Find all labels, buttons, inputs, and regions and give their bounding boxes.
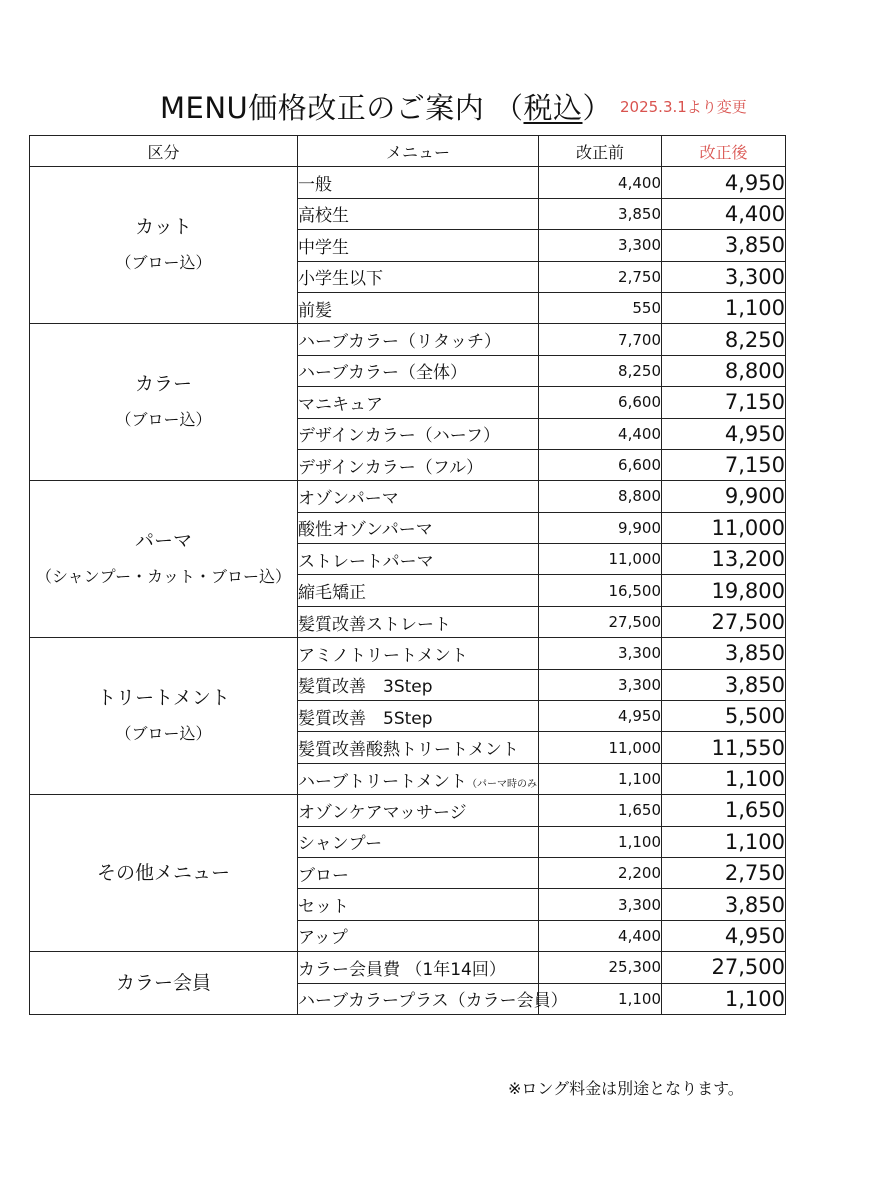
column-header-menu: メニュー: [298, 136, 539, 167]
menu-item-label: マニキュア: [298, 394, 383, 415]
price-after: 8,800: [662, 355, 786, 386]
menu-item-name: [298, 355, 539, 386]
price-before: 8,250: [539, 355, 662, 386]
category-name: パーマ: [134, 530, 192, 553]
menu-item-name: [298, 701, 539, 732]
menu-item-label: ブロー: [298, 865, 349, 886]
price-after: 2,750: [662, 857, 786, 888]
menu-item-label: デザインカラー（フル）: [298, 457, 484, 478]
menu-item-label: 縮毛矯正: [298, 583, 366, 604]
price-before: 27,500: [539, 606, 662, 637]
price-after: 27,500: [662, 606, 786, 637]
menu-item-label: ハーブトリートメント: [298, 771, 467, 792]
menu-item-name: [298, 512, 539, 543]
price-after: 19,800: [662, 575, 786, 606]
menu-item-name: [298, 261, 539, 292]
price-after: 27,500: [662, 952, 786, 983]
price-after: 7,150: [662, 387, 786, 418]
menu-item-name: [298, 418, 539, 449]
title-end: ）: [582, 91, 613, 125]
menu-item-name: [298, 544, 539, 575]
price-before: 11,000: [539, 544, 662, 575]
table-row: [30, 795, 786, 826]
price-before: 2,200: [539, 857, 662, 888]
price-before: 4,400: [539, 418, 662, 449]
price-after: 1,100: [662, 292, 786, 323]
category-name: トリートメント: [97, 687, 230, 710]
price-before: 1,650: [539, 795, 662, 826]
menu-item-label: 髪質改善 5Step: [298, 708, 433, 729]
category-cell: [30, 638, 298, 795]
category-note: （ブロー込）: [115, 410, 212, 430]
price-after: 1,100: [662, 763, 786, 794]
category-note: （シャンプー・カット・ブロー込）: [35, 567, 292, 587]
price-after: 11,550: [662, 732, 786, 763]
category-name: カラー会員: [115, 972, 211, 995]
header: [0, 80, 873, 130]
price-before: 3,300: [539, 638, 662, 669]
effective-date-note: 2025.3.1より変更: [620, 98, 747, 116]
price-after: 4,950: [662, 920, 786, 951]
menu-item-name: [298, 920, 539, 951]
menu-item-label: 中学生: [298, 237, 349, 258]
menu-item-name: [298, 167, 539, 198]
menu-item-label: 髪質改善ストレート: [298, 614, 451, 635]
menu-item-label: ハーブカラー（リタッチ）: [298, 332, 501, 353]
menu-item-label: オゾンケアマッサージ: [298, 802, 467, 823]
menu-item-label: 一般: [298, 175, 332, 196]
price-before: 4,950: [539, 701, 662, 732]
price-before: 2,750: [539, 261, 662, 292]
category-note: （ブロー込）: [115, 253, 212, 273]
price-after: 11,000: [662, 512, 786, 543]
category-name: カラー: [134, 373, 192, 396]
menu-item-label: 酸性オゾンパーマ: [298, 520, 433, 541]
table-row: [30, 324, 786, 355]
menu-item-name: [298, 606, 539, 637]
menu-item-label: 前髪: [298, 300, 332, 321]
menu-item-label: 高校生: [298, 206, 349, 227]
menu-item-condition: （パーマ時のみ: [466, 778, 537, 790]
menu-item-label: 髪質改善 3Step: [298, 677, 433, 698]
menu-item-name: [298, 763, 539, 794]
menu-item-name: [298, 952, 539, 983]
category-cell: [30, 481, 298, 638]
category-name: その他メニュー: [96, 862, 230, 885]
price-before: 8,800: [539, 481, 662, 512]
price-before: 1,100: [539, 763, 662, 794]
title-tax-included: 税込: [523, 91, 583, 125]
menu-item-name: [298, 230, 539, 261]
category-cell: [30, 795, 298, 952]
price-table: [29, 135, 786, 1015]
menu-item-label: ハーブカラー（全体）: [298, 363, 467, 384]
price-before: 3,850: [539, 198, 662, 229]
price-after: 4,400: [662, 198, 786, 229]
price-before: 25,300: [539, 952, 662, 983]
category-note: （ブロー込）: [115, 724, 212, 744]
category-cell: [30, 324, 298, 481]
title-main: MENU価格改正のご案内 （: [160, 91, 524, 125]
footer-note: ※ロング料金は別途となります。: [508, 1079, 744, 1098]
price-after: 5,500: [662, 701, 786, 732]
price-after: 4,950: [662, 167, 786, 198]
price-after: 1,100: [662, 983, 786, 1014]
menu-item-name: [298, 198, 539, 229]
page-title: [160, 86, 612, 127]
menu-item-label: デザインカラー（ハーフ）: [298, 426, 500, 447]
menu-item-label: 小学生以下: [298, 269, 383, 290]
price-before: 550: [539, 292, 662, 323]
price-after: 1,100: [662, 826, 786, 857]
menu-item-name: [298, 983, 568, 1014]
menu-item-name: [298, 889, 539, 920]
price-after: 13,200: [662, 544, 786, 575]
price-after: 8,250: [662, 324, 786, 355]
menu-item-name: [298, 324, 539, 355]
menu-item-label: 髪質改善酸熱トリートメント: [298, 740, 519, 761]
price-before: 7,700: [539, 324, 662, 355]
price-before: 9,900: [539, 512, 662, 543]
menu-item-name: [298, 732, 539, 763]
table-header-row: [30, 136, 786, 167]
category-name: カット: [135, 216, 192, 239]
price-before: 6,600: [539, 387, 662, 418]
price-after: 3,850: [662, 669, 786, 700]
column-header-after: 改正後: [662, 136, 786, 167]
price-after: 4,950: [662, 418, 786, 449]
price-before: 6,600: [539, 449, 662, 480]
table-row: [30, 638, 786, 669]
menu-item-label: ハーブカラープラス（カラー会員）: [298, 991, 568, 1012]
table-row: [30, 952, 786, 983]
column-header-category: 区分: [30, 136, 298, 167]
price-after: 1,650: [662, 795, 786, 826]
table-row: [30, 167, 786, 198]
price-before: 3,300: [539, 669, 662, 700]
menu-item-name: [298, 669, 539, 700]
menu-item-name: [298, 449, 539, 480]
category-cell: [30, 952, 298, 1015]
menu-item-label: ストレートパーマ: [298, 551, 434, 572]
menu-item-label: セット: [298, 897, 349, 918]
table-row: [30, 481, 786, 512]
menu-item-name: [298, 638, 539, 669]
table-body: [30, 167, 786, 1015]
price-before: 16,500: [539, 575, 662, 606]
price-before: 4,400: [539, 920, 662, 951]
menu-item-name: [298, 575, 539, 606]
column-header-before: 改正前: [539, 136, 662, 167]
menu-item-name: [298, 292, 539, 323]
price-after: 7,150: [662, 449, 786, 480]
price-after: 3,300: [662, 261, 786, 292]
menu-item-name: [298, 387, 539, 418]
price-before: 4,400: [539, 167, 662, 198]
price-before: 3,300: [539, 889, 662, 920]
menu-item-name: [298, 795, 539, 826]
price-after: 3,850: [662, 638, 786, 669]
price-before: 11,000: [539, 732, 662, 763]
menu-item-label: オゾンパーマ: [298, 488, 399, 509]
price-before: 3,300: [539, 230, 662, 261]
price-after: 3,850: [662, 230, 786, 261]
menu-item-label: カラー会員費 （1年14回）: [298, 959, 506, 980]
price-before: 1,100: [539, 983, 662, 1014]
menu-item-name: [298, 481, 539, 512]
price-after: 3,850: [662, 889, 786, 920]
menu-item-label: アップ: [298, 928, 348, 949]
category-cell: [30, 167, 298, 324]
menu-item-label: シャンプー: [298, 834, 383, 855]
price-after: 9,900: [662, 481, 786, 512]
menu-item-name: [298, 857, 539, 888]
price-before: 1,100: [539, 826, 662, 857]
menu-item-name: [298, 826, 539, 857]
menu-item-label: アミノトリートメント: [298, 645, 468, 666]
